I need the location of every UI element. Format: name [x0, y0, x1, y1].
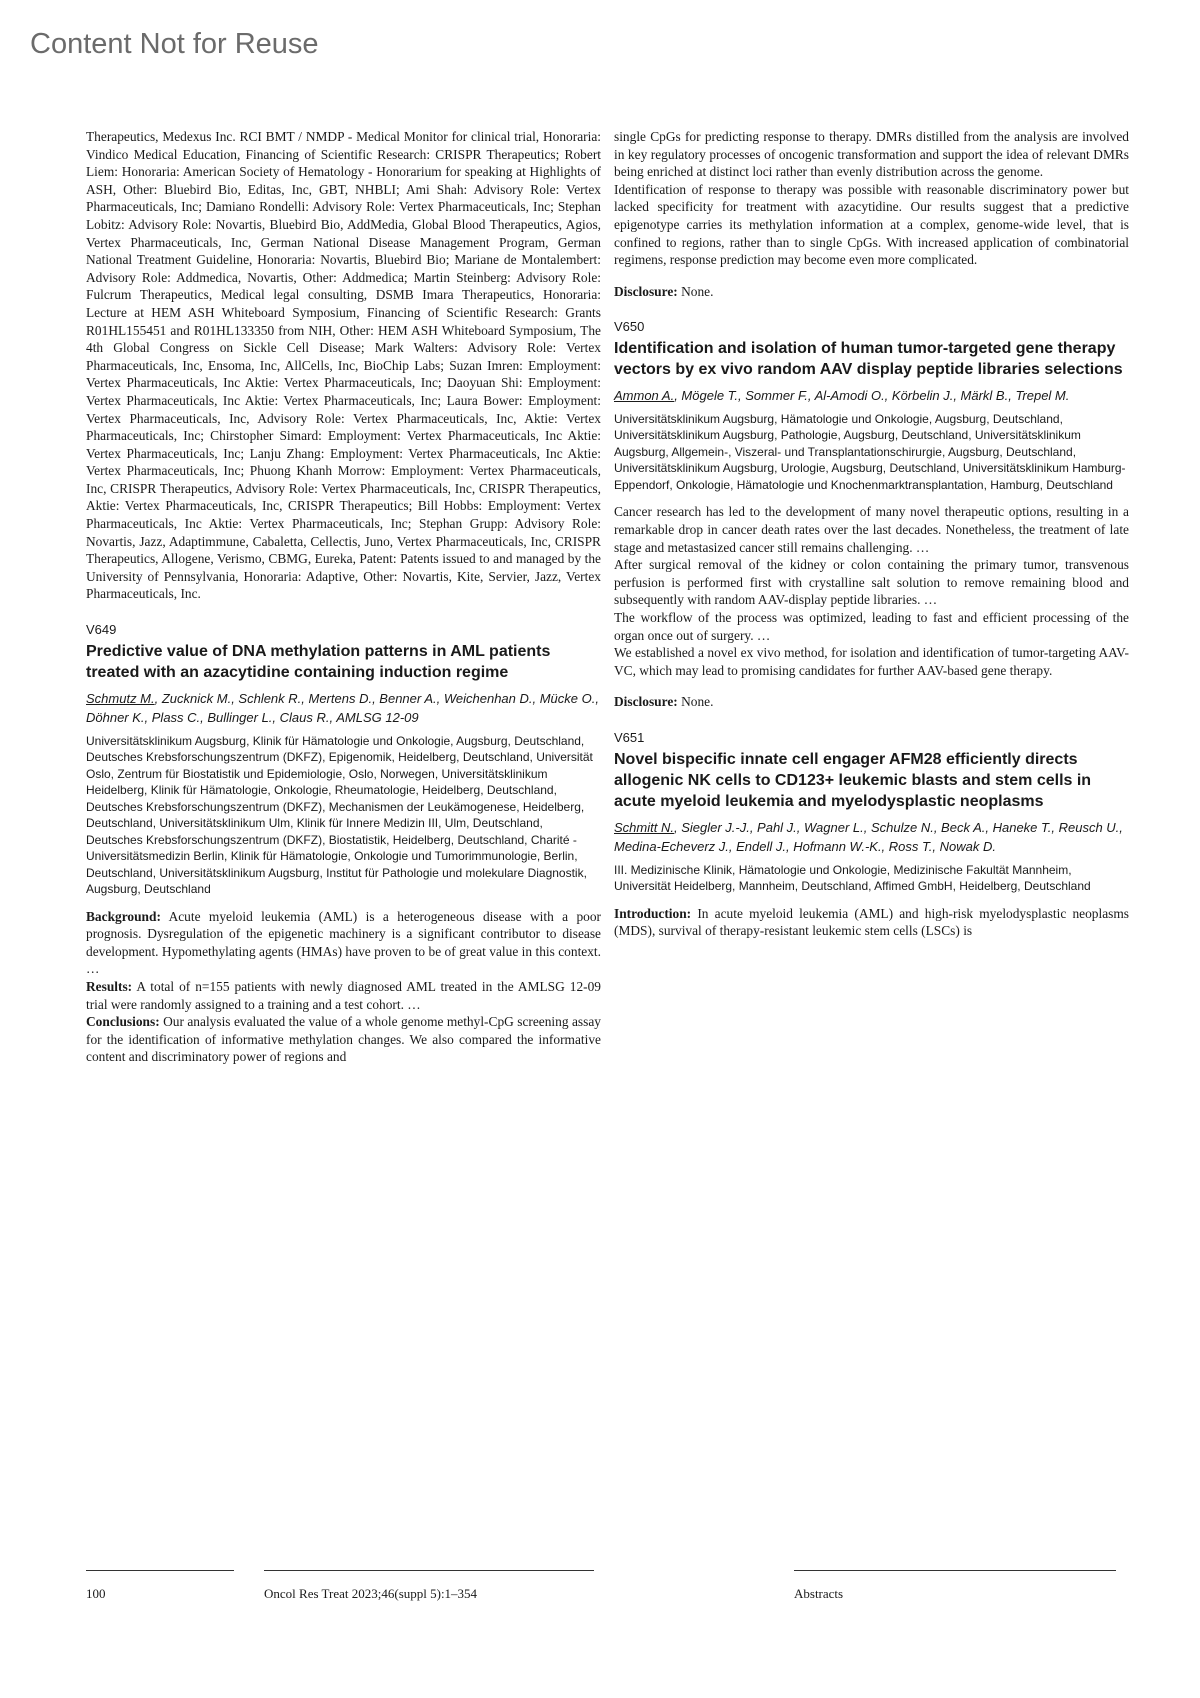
- v649-continued-text: Identification of response to therapy was possible with reasonable discriminatory power but lacked specificity for treatment with azacytidine. Our results suggest that a predictive epigenotype carries its methylation information at a complex, genome-wide level, that is confined to regions, rather than to single CpGs. With increased application of combinatorial regimens, response prediction may become even more complicated.: [614, 181, 1129, 268]
- introduction-label: Introduction:: [614, 905, 692, 921]
- page-number: 100: [86, 1586, 106, 1601]
- abstract-title: Novel bispecific innate cell engager AFM28 efficiently directs allogenic NK cells to CD123+ leukemic blasts and stem cells in acute myeloid leukemia and myelodysplastic neoplasms: [614, 750, 1092, 810]
- presenting-author: Ammon A.: [614, 387, 675, 403]
- co-authors: , Siegler J.-J., Pahl J., Wagner L., Schulze N., Beck A., Haneke T., Reusch U., Medina-Echeverz J., Endell J., Hofmann W.-K., Ross T., Nowak D.: [614, 819, 1123, 854]
- disclosure: [614, 693, 1129, 711]
- affiliations: III. Medizinische Klinik, Hämatologie und Onkologie, Medizinische Fakultät Mannheim, Universität Heidelberg, Mannheim, Deutschland, Affimed GmbH, Heidelberg, Deutschland: [614, 862, 1091, 894]
- presenting-author: Schmitt N.: [614, 819, 674, 835]
- footer-rule: [794, 1570, 1116, 1571]
- section-name: Abstracts: [794, 1586, 844, 1601]
- previous-abstract-disclosure: Therapeutics, Medexus Inc. RCI BMT / NMDP - Medical Monitor for clinical trial, Honoraria: Vindico Medical Education, Financing of Scientific Research: CRISPR Therapeutics; Robert Liem: Honoraria: American Society of Hematology - Honorarium for speaking at Highlights of ASH, Other: Bluebird Bio, Editas, Inc, GBT, NHBLI; Ami Shah: Advisory Role: Vertex Pharmaceuticals, Inc; Damiano Rondelli: Advisory Role: Vertex Pharmaceuticals, Inc; Stephan Lobitz: Advisory Role: Novartis, Bluebird Bio, AddMedia, Global Blood Therapeutics, Agios, Vertex Pharmaceuticals, Inc, German National Disease Management Program, German National Treatment Guideline, Honoraria: Novartis, Bluebird Bio; Mariane de Montalembert: Advisory Role: Addmedica, Novartis, Other: Addmedica; Martin Steinberg: Advisory Role: Fulcrum Therapeutics, Medical legal consulting, DSMB Imara Therapeutics, Honoraria: Lecture at HEM ASH Whiteboard Symposium, Financing of Scientific Research: Grants R01HL155451 and R01HL133350 from NIH, Other: HEM ASH Whiteboard Symposium, The 4th Global Congress on Sickle Cell Disease; Mark Walters: Advisory Role: Vertex Pharmaceuticals, Inc, Ensoma, Inc, AllCells, Inc, BioChip Labs; Suzan Imren: Employment: Vertex Pharmaceuticals, Inc Aktie: Vertex Pharmaceuticals, Inc; Daoyuan Shi: Employment: Vertex Pharmaceuticals, Inc Aktie: Vertex Pharmaceuticals, Inc; Laura Bower: Employment: Vertex Pharmaceuticals, Inc, Advisory Role: Vertex Pharmaceuticals, Inc, Aktie: Vertex Pharmaceuticals, Inc; Chirstopher Simard: Employment: Vertex Pharmaceuticals, Inc Aktie: Vertex Pharmaceuticals, Inc; Lanju Zhang: Employment: Vertex Pharmaceuticals, Inc Aktie: Vertex Pharmaceuticals, Inc; Phuong Khanh Morrow: Employment: Vertex Pharmaceuticals, Inc, CRISPR Therapeutics, Advisory Role: Vertex Pharmaceuticals, Inc, CRISPR Therapeutics, Aktie: Vertex Pharmaceuticals, Inc, CRISPR Therapeutics; Bill Hobbs: Employment: Vertex Pharmaceuticals, Inc Aktie: Vertex Pharmaceuticals, Inc; Stephan Grupp: Advisory Role: Novartis, Jazz, Adaptimmune, Cabaletta, Cellectis, Juno, Vertex Pharmaceuticals, Inc, CRISPR Therapeutics, Allogene, Verismo, CBMG, Eureka, Patent: Patents issued to and managed by the University of Pennsylvania, Honoraria: Adaptive, Other: Novartis, Kite, Servier, Jazz, Vertex Pharmaceuticals, Inc.: [86, 129, 601, 602]
- v649-continued-text: single CpGs for predicting response to therapy. DMRs distilled from the analysis are involved in key regulatory processes of oncogenic transformation and support the idea of relevant DMRs being enriched at distinct loci rather than evenly distribution across the genome.: [614, 129, 1129, 180]
- affiliations: Universitätsklinikum Augsburg, Klinik für Hämatologie und Onkologie, Augsburg, Deutschland, Deutsches Krebsforschungszentrum (DKFZ), Epigenomik, Heidelberg, Deutschland, Universität Oslo, Zentrum für Biostatistik und Epidemiologie, Oslo, Norwegen, Universitätsklinikum Heidelberg, Klinik für Hämatologie, Onkologie, Rheumatologie, Heidelberg, Deutschland, Deutsches Krebsforschungszentrum (DKFZ), Mechanismen der Leukämogenese, Heidelberg, Deutschland, Universitätsklinikum Ulm, Klinik für Innere Medizin III, Ulm, Deutschland, Deutsches Krebsforschungszentrum (DKFZ), Biostatistik, Heidelberg, Deutschland, Charité - Universitätsmedizin Berlin, Klinik für Hämatologie, Onkologie und Tumorimmunologie, Berlin, Deutschland, Universitätsklinikum Augsburg, Institut für Pathologie und molekulare Diagnostik, Augsburg, Deutschland: [86, 733, 593, 897]
- disclosure-label: Disclosure:: [614, 694, 678, 710]
- abstract-body: The workflow of the process was optimized, leading to fast and efficient processing of the organ once out of surgery. …: [614, 610, 1129, 643]
- page-footer: [86, 1570, 1116, 1610]
- abstract-code: V649: [86, 622, 117, 638]
- disclosure-text: None.: [681, 694, 714, 710]
- footer-rule: [86, 1570, 234, 1571]
- results-paragraph: [86, 978, 601, 1013]
- author-list: [86, 689, 601, 727]
- conclusions-label: Conclusions:: [86, 1014, 160, 1030]
- presenting-author: Schmutz M.: [86, 690, 155, 706]
- co-authors: , Mögele T., Sommer F., Al-Amodi O., Körbelin J., Märkl B., Trepel M.: [674, 387, 1070, 403]
- abstract-body: After surgical removal of the kidney or colon containing the primary tumor, transvenous perfusion is performed first with crystalline salt solution to remove remaining blood and subsequently with random AAV-display peptide libraries. …: [614, 557, 1129, 608]
- abstract-code: V650: [614, 319, 645, 335]
- disclosure-text: None.: [681, 283, 714, 299]
- introduction-paragraph: [614, 905, 1129, 940]
- background-paragraph: [86, 908, 601, 978]
- watermark: Content Not for Reuse: [30, 28, 319, 60]
- conclusions-text: Our analysis evaluated the value of a whole genome methyl-CpG screening assay for the identification of informative methylation changes. We also compared the informative content and discriminatory power of regions and: [86, 1014, 601, 1065]
- abstract-code: V651: [614, 729, 645, 745]
- footer-rule: [264, 1570, 594, 1571]
- results-text: A total of n=155 patients with newly diagnosed AML treated in the AMLSG 12-09 trial were randomly assigned to a training and a test cohort. …: [86, 979, 601, 1012]
- background-label: Background:: [86, 908, 161, 924]
- co-authors: , Zucknick M., Schlenk R., Mertens D., Benner A., Weichenhan D., Mücke O., Döhner K., Plass C., Bullinger L., Claus R., AMLSG 12-09: [86, 690, 599, 725]
- conclusions-paragraph: [86, 1013, 601, 1066]
- abstract-title: Identification and isolation of human tumor-targeted gene therapy vectors by ex vivo random AAV display peptide libraries selections: [614, 339, 1123, 378]
- abstract-body: Cancer research has led to the development of many novel therapeutic options, resulting in a remarkable drop in cancer death rates over the last decades. Nonetheless, the treatment of late stage and metastasized cancer still remains challenging. …: [614, 504, 1129, 555]
- left-column: [86, 128, 601, 1066]
- author-list: [614, 818, 1129, 856]
- journal-citation: Oncol Res Treat 2023;46(suppl 5):1–354: [264, 1586, 478, 1601]
- results-label: Results:: [86, 979, 133, 994]
- disclosure: [614, 283, 1129, 301]
- disclosure-label: Disclosure:: [614, 283, 678, 299]
- abstract-title: Predictive value of DNA methylation patterns in AML patients treated with an azacytidine containing induction regime: [86, 642, 551, 681]
- author-list: [614, 386, 1129, 405]
- introduction-text: In acute myeloid leukemia (AML) and high-risk myelodysplastic neoplasms (MDS), survival of therapy-resistant leukemic stem cells (LSCs) is: [614, 905, 1130, 939]
- affiliations: Universitätsklinikum Augsburg, Hämatologie und Onkologie, Augsburg, Deutschland, Universitätsklinikum Augsburg, Pathologie, Augsburg, Deutschland, Universitätsklinikum Augsburg, Allgemein-, Viszeral- und Transplantationschirurgie, Augsburg, Deutschland, Universitätsklinikum Augsburg, Urologie, Augsburg, Deutschland, Universitätsklinikum Hamburg-Eppendorf, Onkologie, Hämatologie und Knochenmarktransplantation, Hamburg, Deutschland: [614, 411, 1126, 492]
- right-column: [614, 128, 1129, 940]
- background-text: Acute myeloid leukemia (AML) is a heterogeneous disease with a poor prognosis. Dysregulation of the epigenetic machinery is a significant contributor to disease development. Hypomethylating agents (HMAs) have proven to be of great value in this context. …: [86, 908, 602, 977]
- abstract-body: We established a novel ex vivo method, for isolation and identification of tumor-targeting AAV-VC, which may lead to promising candidates for further AAV-based gene therapy.: [614, 645, 1129, 678]
